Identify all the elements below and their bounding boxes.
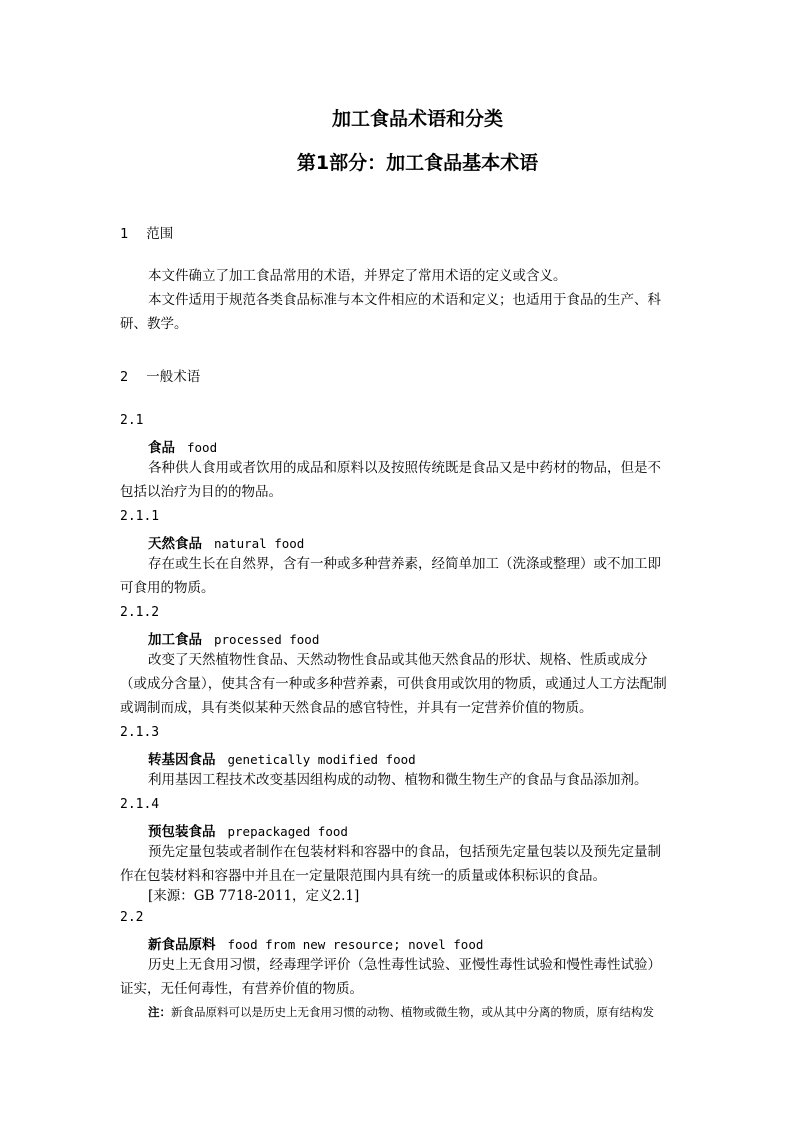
term-en: food — [187, 440, 218, 455]
term-heading — [148, 436, 217, 456]
term-number: 2.1.2 — [120, 605, 160, 620]
term-heading — [148, 628, 319, 648]
term-heading — [148, 933, 483, 953]
term-definition: 存在或生长在自然界，含有一种或多种营养素，经简单加工（洗涤或整理）或不加工即可食用的物质。 — [120, 556, 661, 596]
term-definition: 改变了天然植物性食品、天然动物性食品或其他天然食品的形状、规格、性质或成分（或成分含量），使其含有一种或多种营养素，可供食用或饮用的物质，或通过人工方法配制或调制而成，具有类似某种天然食品的感官特性，并具有一定营养价值的物质。 — [120, 652, 667, 716]
term-definition: 各种供人食用或者饮用的成品和原料以及按照传统既是食品又是中药材的物品，但是不包括以治疗为目的的物品。 — [120, 460, 661, 500]
term-heading — [148, 532, 304, 552]
term-zh: 预包装食品 — [148, 824, 216, 840]
term-zh: 加工食品 — [148, 632, 202, 648]
term-definition: 利用基因工程技术改变基因组构成的动物、植物和微生物生产的食品与食品添加剂。 — [148, 772, 648, 788]
term-en: genetically modified food — [227, 752, 416, 767]
term-heading — [148, 748, 416, 768]
section-number: 1 — [120, 226, 129, 242]
term-zh: 转基因食品 — [148, 752, 216, 768]
term-en: prepackaged food — [227, 824, 348, 839]
term-note — [148, 1004, 654, 1020]
note-text: 新食品原料可以是历史上无食用习惯的动物、植物或微生物，或从其中分离的物质，原有结构发 — [171, 1005, 654, 1019]
term-en: food from new resource; novel food — [227, 937, 484, 952]
term-number: 2.1.1 — [120, 509, 160, 524]
term-number: 2.2 — [120, 910, 144, 925]
term-zh: 天然食品 — [148, 536, 202, 552]
document-subtitle: 第1部分：加工食品基本术语 — [296, 152, 539, 174]
term-number: 2.1.3 — [120, 725, 160, 740]
term-en: processed food — [214, 632, 320, 647]
section-heading-general-terms — [120, 365, 200, 385]
section-label: 一般术语 — [146, 369, 201, 385]
term-definition: 预先定量包装或者制作在包装材料和容器中的食品，包括预先定量包装以及预先定量制作在包装材料和容器中并且在一定量限范围内具有统一的质量或体积标识的食品。 — [120, 844, 661, 884]
section-heading-scope — [120, 222, 173, 242]
note-label: 注： — [148, 1005, 171, 1019]
section-number: 2 — [120, 369, 129, 385]
term-definition: 历史上无食用习惯，经毒理学评价（急性毒性试验、亚慢性毒性试验和慢性毒性试验）证实，无任何毒性，有营养价值的物质。 — [120, 957, 661, 997]
term-en: natural food — [214, 536, 305, 551]
term-zh: 新食品原料 — [148, 937, 216, 953]
term-zh: 食品 — [148, 440, 175, 456]
term-number: 2.1 — [120, 413, 144, 428]
document-title: 加工食品术语和分类 — [331, 108, 503, 130]
term-source: [来源：GB 7718-2011，定义2.1] — [148, 888, 360, 904]
term-number: 2.1.4 — [120, 797, 160, 812]
term-heading — [148, 820, 348, 840]
section-label: 范围 — [146, 226, 174, 242]
scope-paragraph-1: 本文件确立了加工食品常用的术语，并界定了常用术语的定义或含义。 — [148, 268, 567, 284]
scope-paragraph-2: 本文件适用于规范各类食品标准与本文件相应的术语和定义；也适用于食品的生产、科研、教学。 — [120, 292, 661, 332]
